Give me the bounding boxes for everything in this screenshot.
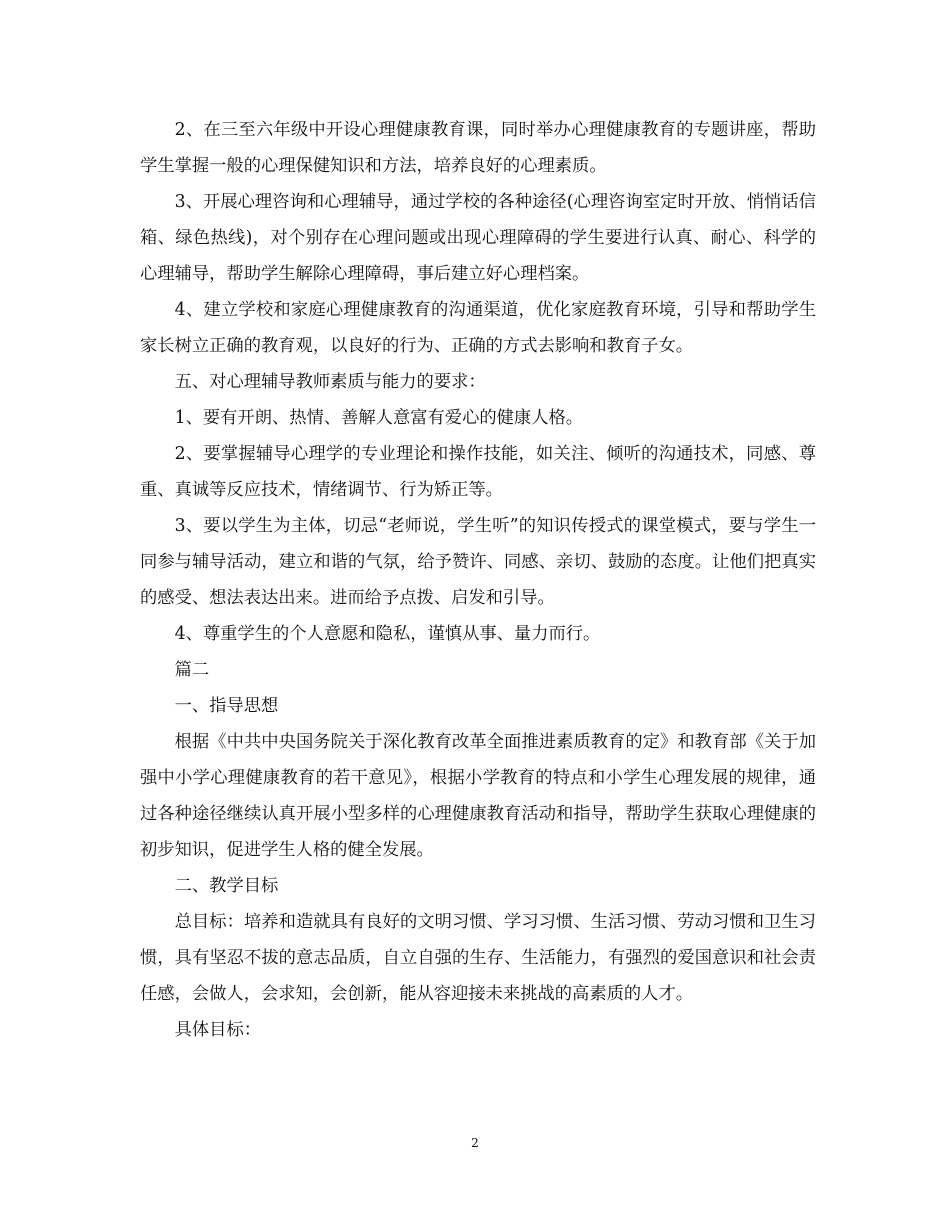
paragraph-item-2: 2、在三至六年级中开设心理健康教育课，同时举办心理健康教育的专题讲座，帮助学生掌握一般的心理保健知识和方法，培养良好的心理素质。 xyxy=(140,120,816,176)
requirement-item-3: 3、要以学生为主体，切忌“老师说，学生听”的知识传授式的课堂模式，要与学生一同参与辅导活动，建立和谐的气氛，给予赞许、同感、亲切、鼓励的态度。让他们把真实的感受、想法表达出来。进而给予点拨、启发和引导。 xyxy=(140,516,816,608)
overall-goal-paragraph: 总目标：培养和造就具有良好的文明习惯、学习习惯、生活习惯、劳动习惯和卫生习惯，具有坚忍不拔的意志品质，自立自强的生存、生活能力，有强烈的爱国意识和社会责任感，会做人，会求知，会创新，能从容迎接未来挑战的高素质的人才。 xyxy=(140,912,816,1004)
guiding-ideology-paragraph: 根据《中共中央国务院关于深化教育改革全面推进素质教育的定》和教育部《关于加强中小学心理健康教育的若干意见》，根据小学教育的特点和小学生心理发展的规律，通过各种途径继续认真开展小型多样的心理健康教育活动和指导，帮助学生获取心理健康的初步知识，促进学生人格的健全发展。 xyxy=(140,732,816,860)
requirement-item-1: 1、要有开朗、热情、善解人意富有爱心的健康人格。 xyxy=(174,408,584,428)
document-body xyxy=(140,112,816,1048)
page-number: 2 xyxy=(471,1136,479,1150)
requirement-item-4: 4、尊重学生的个人意愿和隐私，谨慎从事、量力而行。 xyxy=(174,624,601,644)
paragraph-item-4: 4、建立学校和家庭心理健康教育的沟通渠道，优化家庭教育环境，引导和帮助学生家长树立正确的教育观，以良好的行为、正确的方式去影响和教育子女。 xyxy=(140,300,816,356)
section-heading-teaching-goals: 二、教学目标 xyxy=(174,876,279,896)
section-heading-five: 五、对心理辅导教师素质与能力的要求： xyxy=(174,372,486,392)
specific-goals-heading: 具体目标： xyxy=(174,1020,262,1040)
part-two-heading: 篇二 xyxy=(174,660,210,680)
section-heading-guiding-ideology: 一、指导思想 xyxy=(174,696,279,716)
paragraph-item-3: 3、开展心理咨询和心理辅导，通过学校的各种途径(心理咨询室定时开放、悄悄话信箱、绿色热线)，对个别存在心理问题或出现心理障碍的学生要进行认真、耐心、科学的心理辅导，帮助学生解除心理障碍，事后建立好心理档案。 xyxy=(140,192,816,284)
requirement-item-2: 2、要掌握辅导心理学的专业理论和操作技能，如关注、倾听的沟通技术，同感、尊重、真诚等反应技术，情绪调节、行为矫正等。 xyxy=(140,444,816,500)
